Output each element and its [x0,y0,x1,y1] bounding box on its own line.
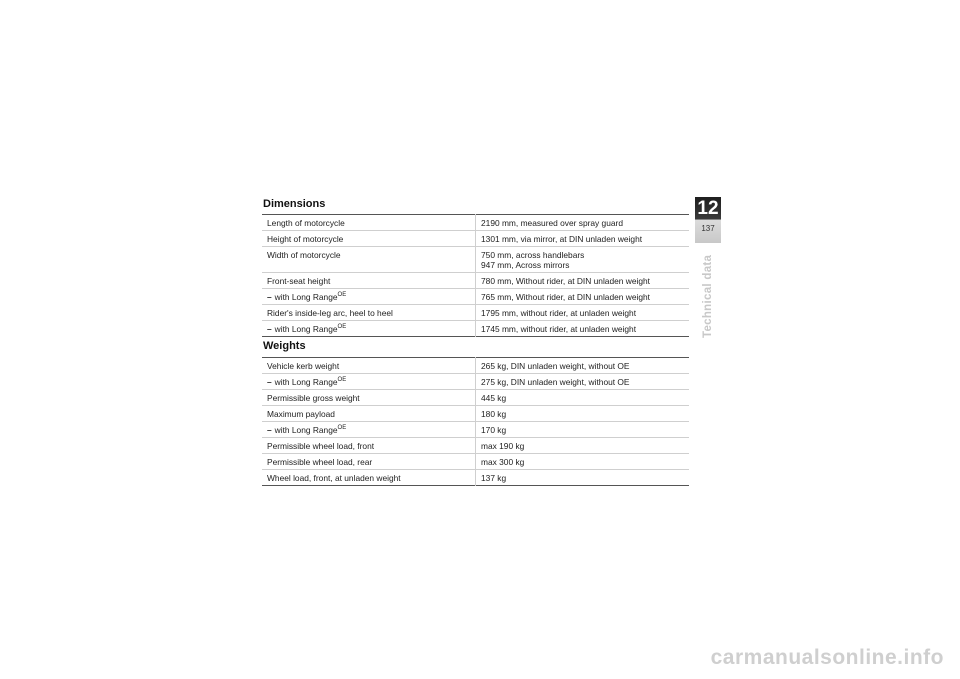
dimensions-title: Dimensions [263,198,326,210]
spec-value-line: 1301 mm, via mirror, at DIN unladen weight [481,234,643,244]
weights-table [262,357,689,486]
table-row [262,215,689,231]
spec-label [262,438,476,454]
spec-label [262,215,476,231]
chapter-side-label: Technical data [702,254,714,338]
spec-label-text: with Long Range [274,324,338,334]
table-row [262,438,689,454]
optional-equipment-marker: OE [337,425,347,431]
spec-value-line: max 300 kg [481,457,525,467]
spec-value [476,470,690,486]
spec-label [262,321,476,337]
spec-value-line: 1745 mm, without rider, at unladen weight [481,324,637,334]
table-row [262,231,689,247]
chapter-number: 12 [697,198,719,219]
spec-value [476,358,690,374]
table-row [262,289,689,305]
spec-value [476,374,690,390]
table-row [262,273,689,289]
table-row [262,358,689,374]
sub-item-dash: – [267,377,272,387]
spec-value-line: 180 kg [481,409,507,419]
spec-value [476,231,690,247]
page-number: 137 [701,224,715,233]
sub-item-dash: – [267,324,272,334]
sub-item-dash: – [267,292,272,302]
spec-label [262,358,476,374]
table-row [262,390,689,406]
spec-label [262,289,476,305]
spec-label-text: Rider's inside-leg arc, heel to heel [267,308,393,318]
spec-value-line: 137 kg [481,473,507,483]
spec-label-text: Front-seat height [267,276,331,286]
spec-value [476,321,690,337]
spec-label-text: with Long Range [274,292,338,302]
spec-value-line: 265 kg, DIN unladen weight, without OE [481,361,630,371]
spec-value [476,454,690,470]
spec-value-line: 275 kg, DIN unladen weight, without OE [481,377,630,387]
sub-item-dash: – [267,425,272,435]
spec-label [262,390,476,406]
spec-label-text: Permissible wheel load, rear [267,457,373,467]
spec-value [476,406,690,422]
spec-label [262,231,476,247]
spec-value [476,390,690,406]
spec-label-text: Permissible gross weight [267,393,360,403]
spec-label [262,305,476,321]
spec-label [262,470,476,486]
spec-value [476,438,690,454]
optional-equipment-marker: OE [337,377,347,383]
watermark: carmanualsonline.info [710,646,944,669]
spec-label-text: Maximum payload [267,409,335,419]
spec-value-line: 170 kg [481,425,507,435]
spec-value [476,247,690,273]
spec-label-text: with Long Range [274,425,338,435]
dimensions-table [262,214,689,337]
spec-value [476,289,690,305]
spec-label-text: Wheel load, front, at unladen weight [267,473,401,483]
table-row [262,321,689,337]
spec-value-line: 2190 mm, measured over spray guard [481,218,623,228]
table-row [262,406,689,422]
spec-label-text: Length of motorcycle [267,218,345,228]
chapter-tab [695,197,721,243]
spec-value [476,305,690,321]
spec-label [262,422,476,438]
table-row [262,454,689,470]
weights-title: Weights [263,340,306,352]
spec-value-line: 765 mm, Without rider, at DIN unladen weight [481,292,650,302]
optional-equipment-marker: OE [337,324,347,330]
optional-equipment-marker: OE [337,292,347,298]
spec-label [262,247,476,273]
table-row [262,374,689,390]
spec-value [476,215,690,231]
spec-label-text: Width of motorcycle [267,250,341,260]
spec-label [262,374,476,390]
spec-value-line: 1795 mm, without rider, at unladen weight [481,308,637,318]
spec-label-text: Permissible wheel load, front [267,441,375,451]
spec-label [262,406,476,422]
table-row [262,305,689,321]
spec-label [262,273,476,289]
spec-label-text: Height of motorcycle [267,234,344,244]
table-row [262,470,689,486]
spec-value-line: 780 mm, Without rider, at DIN unladen weight [481,276,650,286]
spec-value-line: 947 mm, Across mirrors [481,260,570,270]
spec-value [476,422,690,438]
table-row [262,247,689,273]
table-row [262,422,689,438]
spec-value-line: max 190 kg [481,441,525,451]
spec-value-line: 445 kg [481,393,507,403]
spec-label-text: Vehicle kerb weight [267,361,340,371]
spec-label [262,454,476,470]
spec-value [476,273,690,289]
spec-value-line: 750 mm, across handlebars [481,250,585,260]
spec-label-text: with Long Range [274,377,338,387]
